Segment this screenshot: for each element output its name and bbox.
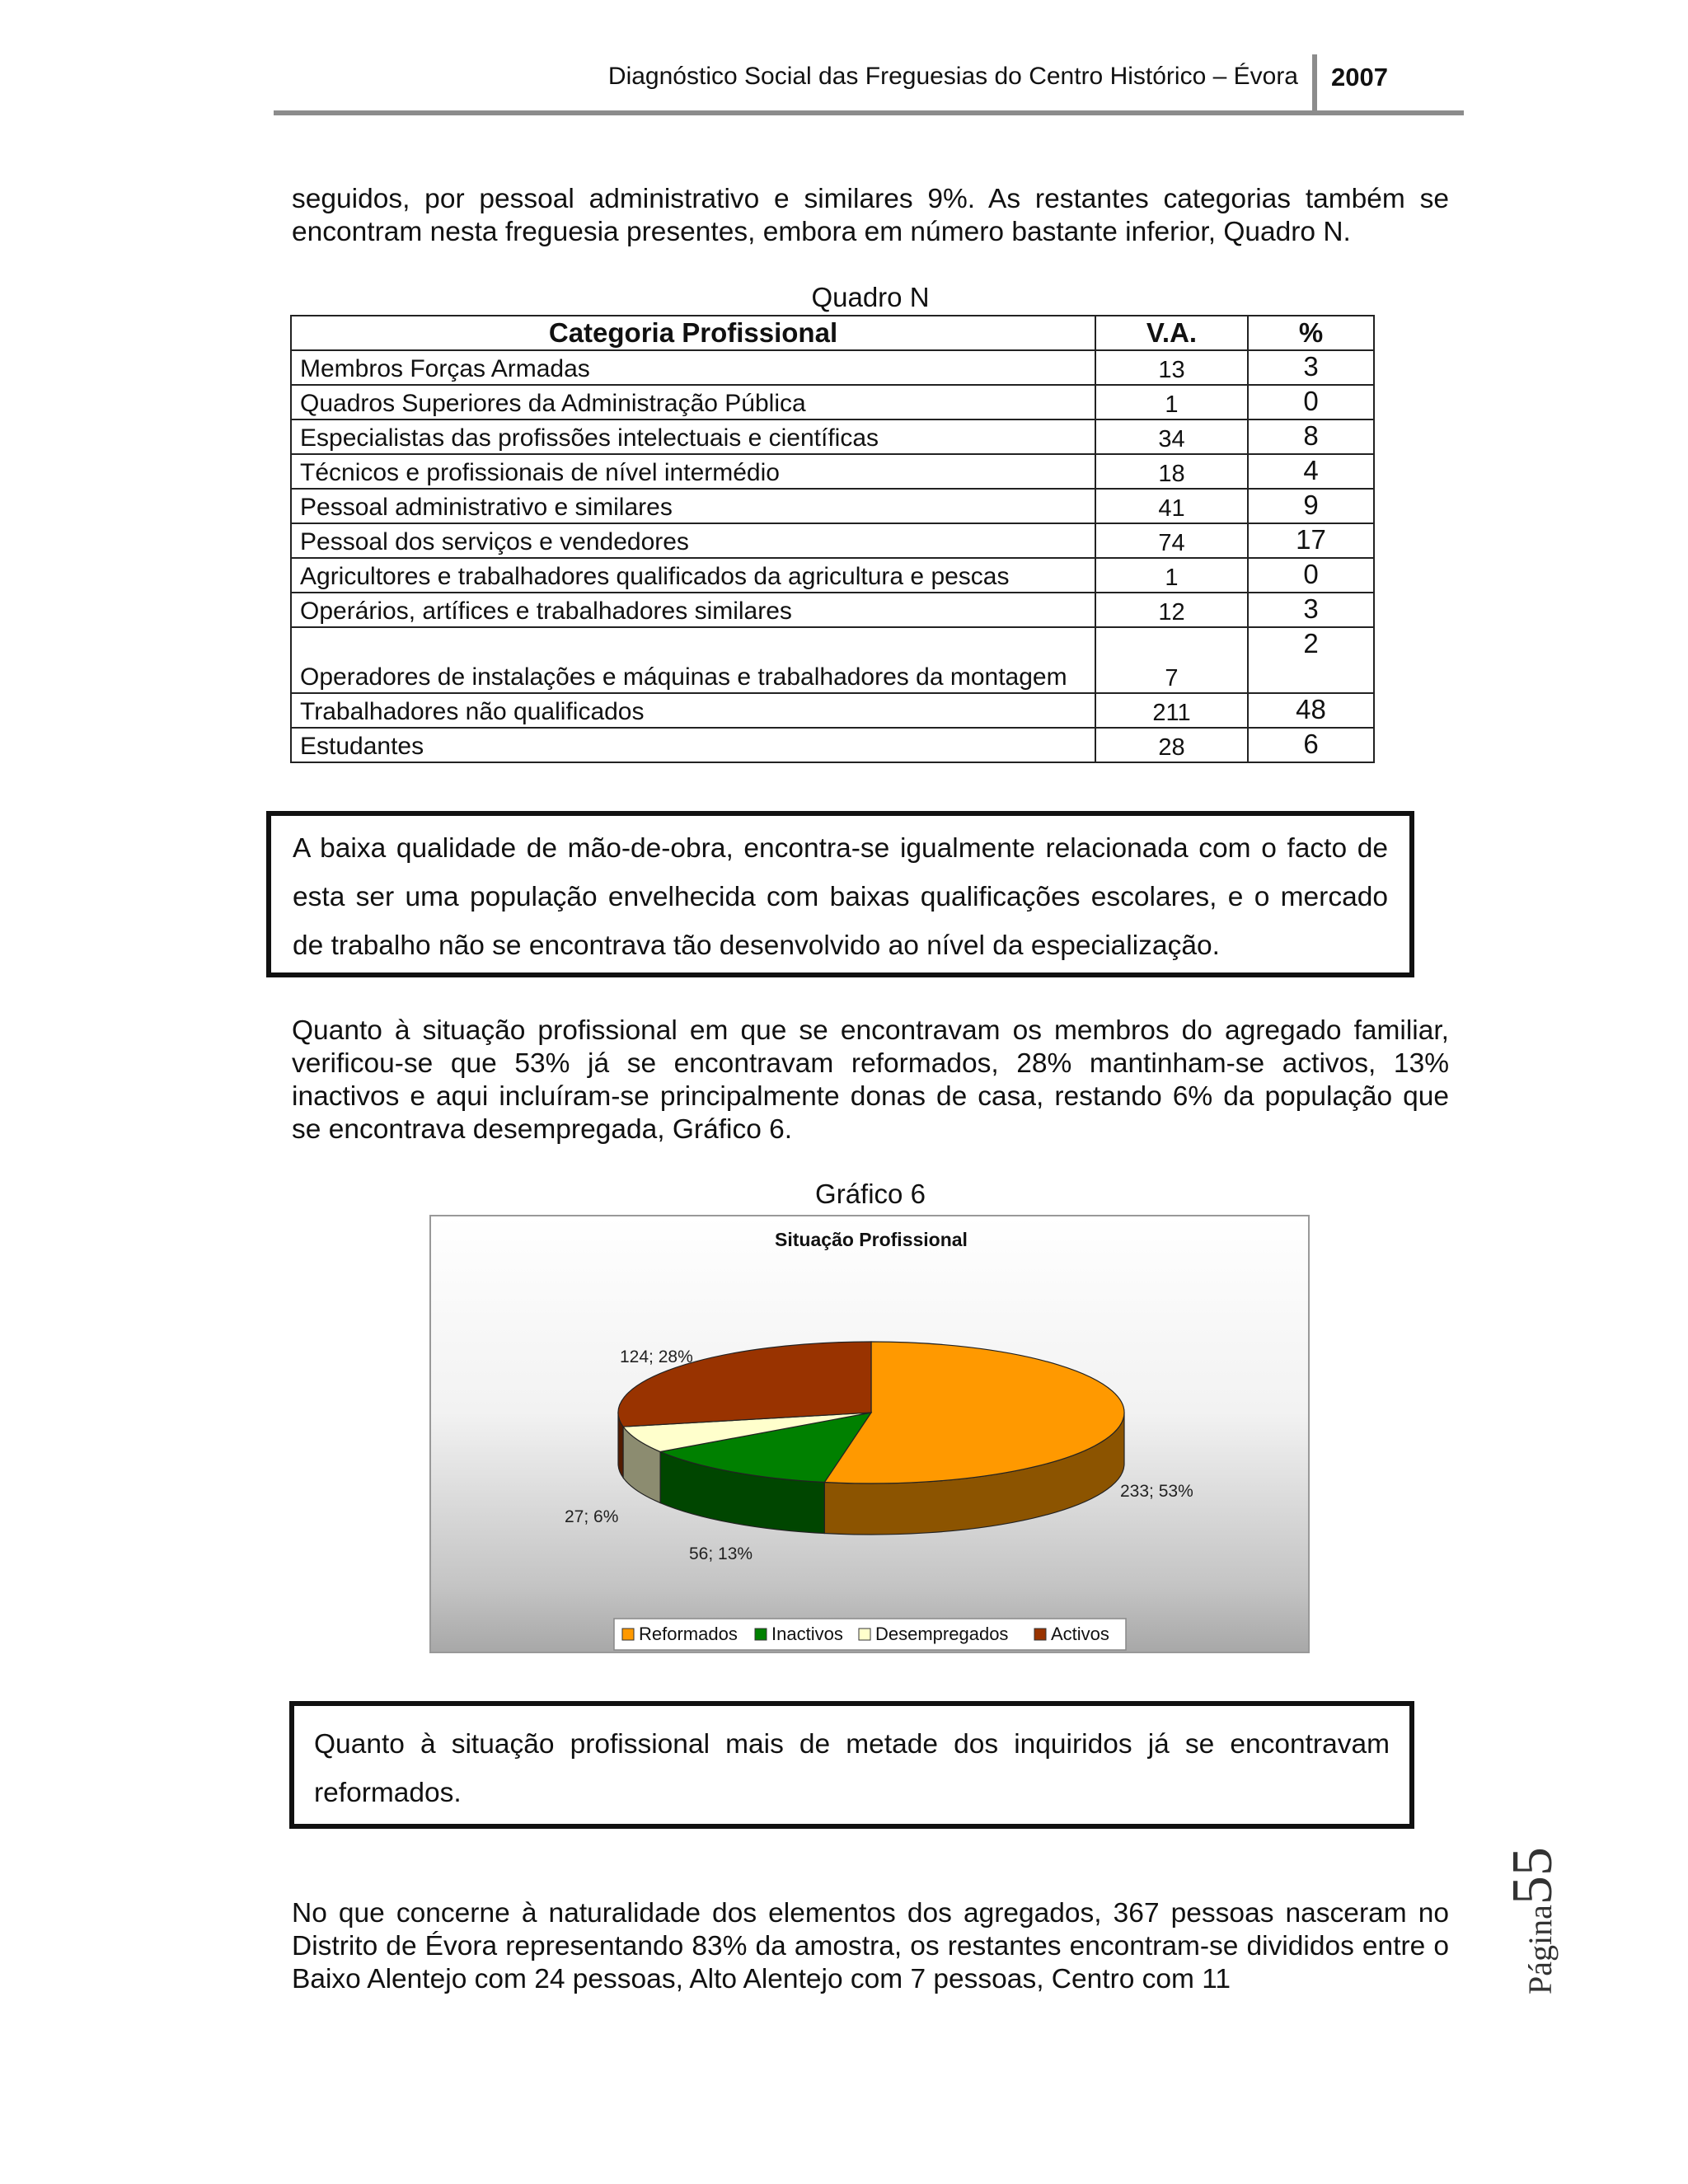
table-header-pct: % bbox=[1248, 316, 1374, 350]
highlight-box-quality: A baixa qualidade de mão-de-obra, encontra-se igualmente relacionada com o facto de esta ser uma população envelhecida com baixas qualificações escolares, e o mercado de trabalho não se encontrava tão desenvolvido ao nível da especialização. bbox=[266, 811, 1414, 977]
cell-va: 34 bbox=[1095, 419, 1248, 454]
legend-label-inactivos: Inactivos bbox=[771, 1624, 843, 1644]
profession-table bbox=[290, 315, 1375, 763]
cell-pct: 8 bbox=[1248, 419, 1374, 454]
highlight-box-reformed: Quanto à situação profissional mais de metade dos inquiridos já se encontravam reformados. bbox=[289, 1701, 1414, 1829]
cell-pct: 3 bbox=[1248, 593, 1374, 627]
table-caption: Quadro N bbox=[811, 282, 930, 312]
cell-category: Quadros Superiores da Administração Pública bbox=[291, 385, 1095, 419]
legend-label-reformados: Reformados bbox=[639, 1624, 738, 1644]
chart-caption: Gráfico 6 bbox=[815, 1179, 926, 1209]
cell-pct: 9 bbox=[1248, 489, 1374, 523]
cell-va: 7 bbox=[1095, 627, 1248, 693]
cell-category: Operadores de instalações e máquinas e trabalhadores da montagem bbox=[291, 627, 1095, 693]
legend-label-desempregados: Desempregados bbox=[875, 1624, 1009, 1644]
cell-pct: 48 bbox=[1248, 693, 1374, 728]
table-row bbox=[291, 693, 1374, 728]
page-number bbox=[1500, 1847, 1566, 1994]
page-num: 55 bbox=[1501, 1847, 1564, 1905]
data-label-activos: 124; 28% bbox=[620, 1347, 693, 1366]
table-row bbox=[291, 728, 1374, 762]
cell-pct: 17 bbox=[1248, 523, 1374, 558]
cell-va: 74 bbox=[1095, 523, 1248, 558]
table-header-va: V.A. bbox=[1095, 316, 1248, 350]
cell-category: Agricultores e trabalhadores qualificados da agricultura e pescas bbox=[291, 558, 1095, 593]
intro-paragraph: seguidos, por pessoal administrativo e similares 9%. As restantes categorias também se encontram nesta freguesia presentes, embora em número bastante inferior, Quadro N. bbox=[292, 184, 1449, 247]
situation-paragraph: Quanto à situação profissional em que se encontravam os membros do agregado familiar, verificou-se que 53% já se encontravam reformados, 28% mantinham-se activos, 13% inactivos e aqui incluíram-se principalmente donas de casa, restando 6% da população que se encontrava desempregada, Gráfico 6. bbox=[292, 1015, 1449, 1145]
table-row bbox=[291, 419, 1374, 454]
chart-title: Situação Profissional bbox=[775, 1229, 968, 1250]
cell-va: 1 bbox=[1095, 385, 1248, 419]
legend-swatch-inactivos bbox=[755, 1629, 767, 1640]
table-row bbox=[291, 558, 1374, 593]
cell-category: Pessoal administrativo e similares bbox=[291, 489, 1095, 523]
page-word: Página bbox=[1522, 1905, 1559, 1994]
header-title: Diagnóstico Social das Freguesias do Centro Histórico – Évora bbox=[607, 63, 1298, 90]
cell-category: Especialistas das profissões intelectuais e científicas bbox=[291, 419, 1095, 454]
cell-pct: 0 bbox=[1248, 558, 1374, 593]
table-row bbox=[291, 627, 1374, 693]
header-rule bbox=[274, 110, 1464, 115]
cell-pct: 0 bbox=[1248, 385, 1374, 419]
legend-swatch-desempregados bbox=[859, 1629, 870, 1640]
cell-category: Estudantes bbox=[291, 728, 1095, 762]
table-row bbox=[291, 454, 1374, 489]
cell-va: 12 bbox=[1095, 593, 1248, 627]
header-year: 2007 bbox=[1331, 63, 1388, 91]
legend-swatch-activos bbox=[1034, 1629, 1046, 1640]
cell-pct: 3 bbox=[1248, 350, 1374, 385]
cell-category: Técnicos e profissionais de nível intermédio bbox=[291, 454, 1095, 489]
pie-chart-svg bbox=[431, 1216, 1311, 1655]
cell-category: Trabalhadores não qualificados bbox=[291, 693, 1095, 728]
cell-va: 1 bbox=[1095, 558, 1248, 593]
cell-category: Operários, artífices e trabalhadores similares bbox=[291, 593, 1095, 627]
naturality-paragraph: No que concerne à naturalidade dos elementos dos agregados, 367 pessoas nasceram no Distrito de Évora representando 83% da amostra, os restantes encontram-se divididos entre o Baixo Alentejo com 24 pessoas, Alto Alentejo com 7 pessoas, Centro com 11 bbox=[292, 1898, 1449, 1994]
table-header-category: Categoria Profissional bbox=[291, 316, 1095, 350]
table-header-row bbox=[291, 316, 1374, 350]
table-row bbox=[291, 489, 1374, 523]
cell-category: Membros Forças Armadas bbox=[291, 350, 1095, 385]
cell-va: 13 bbox=[1095, 350, 1248, 385]
data-label-reformados: 233; 53% bbox=[1120, 1482, 1193, 1501]
header-separator bbox=[1312, 54, 1317, 112]
data-label-inactivos: 56; 13% bbox=[689, 1544, 753, 1563]
legend-label-activos: Activos bbox=[1051, 1624, 1109, 1644]
cell-category: Pessoal dos serviços e vendedores bbox=[291, 523, 1095, 558]
legend-swatch-reformados bbox=[622, 1629, 634, 1640]
cell-pct: 6 bbox=[1248, 728, 1374, 762]
cell-va: 18 bbox=[1095, 454, 1248, 489]
cell-pct: 4 bbox=[1248, 454, 1374, 489]
table-row bbox=[291, 350, 1374, 385]
cell-pct: 2 bbox=[1248, 627, 1374, 693]
cell-va: 41 bbox=[1095, 489, 1248, 523]
table-row bbox=[291, 523, 1374, 558]
cell-va: 211 bbox=[1095, 693, 1248, 728]
cell-va: 28 bbox=[1095, 728, 1248, 762]
pie-chart bbox=[429, 1215, 1310, 1653]
table-row bbox=[291, 593, 1374, 627]
table-row bbox=[291, 385, 1374, 419]
data-label-desempregados: 27; 6% bbox=[565, 1507, 619, 1526]
